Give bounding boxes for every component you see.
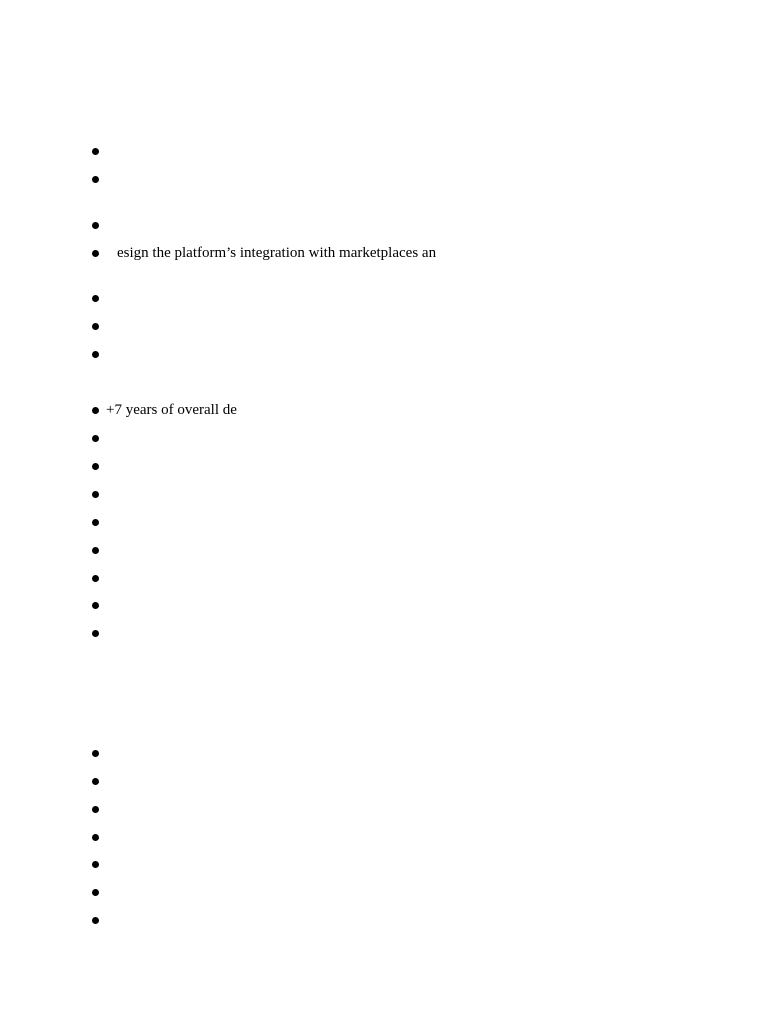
bullet-icon: [92, 750, 99, 757]
list-item: [92, 457, 117, 475]
list-item: [92, 429, 117, 447]
list-item: [92, 401, 237, 419]
list-item: [92, 855, 117, 873]
list-item: [92, 883, 117, 901]
bullet-icon: [92, 323, 99, 330]
list-item: [92, 317, 117, 335]
bullet-icon: [92, 889, 99, 896]
bullet-icon: [92, 834, 99, 841]
bullet-icon: [92, 630, 99, 637]
list-item: [92, 513, 117, 531]
list-item: [92, 142, 117, 160]
bullet-icon: [92, 176, 99, 183]
bullet-icon: [92, 491, 99, 498]
bullet-icon: [92, 602, 99, 609]
list-item: [92, 244, 436, 262]
bullet-icon: [92, 547, 99, 554]
list-item: [92, 911, 117, 929]
list-item: [92, 170, 117, 188]
list-item: [92, 772, 117, 790]
bullet-icon: [92, 917, 99, 924]
list-item: [92, 345, 117, 363]
bullet-icon: [92, 806, 99, 813]
bullet-icon: [92, 435, 99, 442]
bullet-icon: [92, 519, 99, 526]
list-item: [92, 216, 117, 234]
bullet-icon: [92, 407, 99, 414]
bullet-icon: [92, 295, 99, 302]
list-item: [92, 485, 117, 503]
list-item: [92, 800, 117, 818]
bullet-icon: [92, 575, 99, 582]
list-item: [92, 624, 117, 642]
bullet-icon: [92, 778, 99, 785]
list-item: [92, 569, 117, 587]
bullet-icon: [92, 861, 99, 868]
list-item: [92, 596, 117, 614]
list-item-text: +7 years of overall de: [106, 402, 237, 418]
bullet-icon: [92, 250, 99, 257]
list-item: [92, 828, 117, 846]
list-item: [92, 289, 117, 307]
bullet-icon: [92, 463, 99, 470]
bullet-icon: [92, 148, 99, 155]
list-item: [92, 541, 117, 559]
bullet-icon: [92, 351, 99, 358]
bullet-icon: [92, 222, 99, 229]
list-item: [92, 744, 117, 762]
list-item-text: esign the platform’s integration with marketplaces an: [117, 245, 437, 261]
